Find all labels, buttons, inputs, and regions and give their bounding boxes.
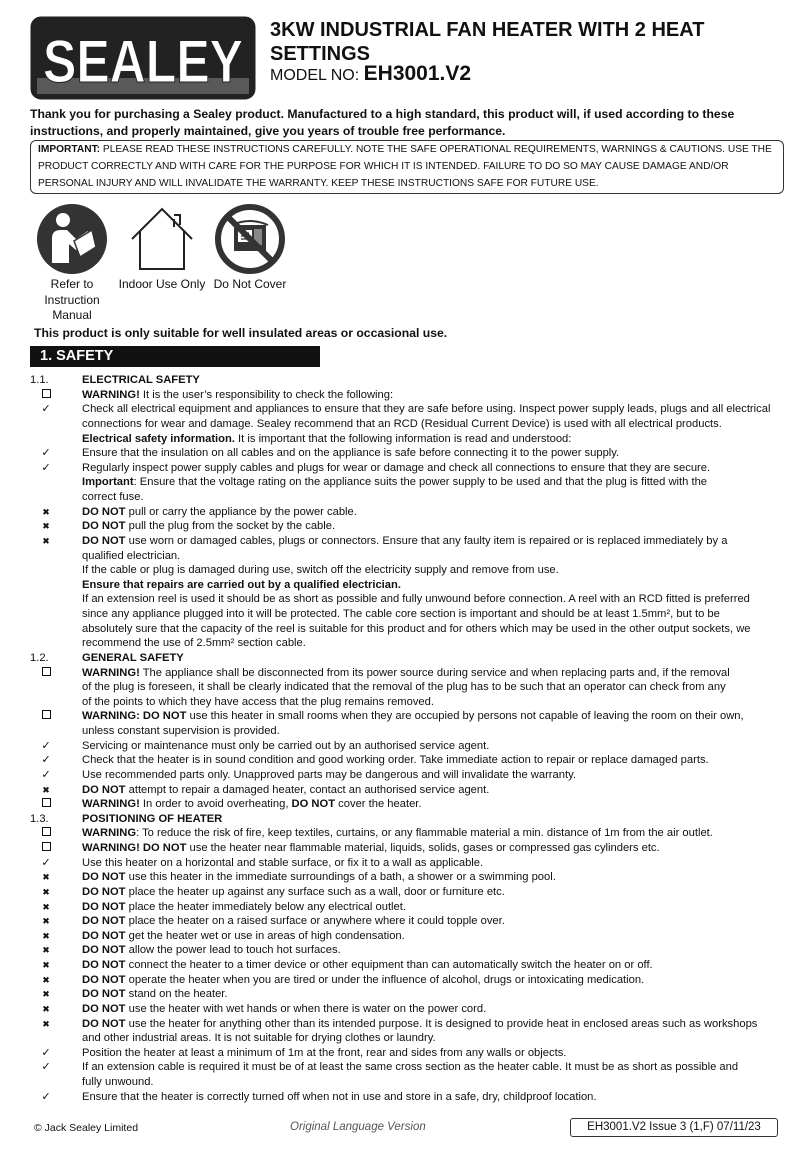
- line-text: Ensure that the heater is correctly turned off when not in use and store in a safe, dry, childproof location.: [82, 1090, 597, 1103]
- thank-you-text: Thank you for purchasing a Sealey product. Manufactured to a high standard, this product will, if used according to these instructions, and properly maintained, give you years of trouble free performance.: [30, 107, 735, 138]
- instruction-manual-icon: [36, 203, 108, 275]
- line-text: It is the user’s responsibility to check the following:: [139, 388, 394, 401]
- instruction-line: [0, 753, 808, 768]
- instruction-line: [0, 519, 808, 534]
- line-text: : Ensure that the voltage rating on the appliance suits the power supply to be used and that the plug is fitted with the: [133, 476, 708, 489]
- line-text: unless constant supervision is provided.: [82, 725, 280, 737]
- line-text: place the heater on a raised surface or anywhere where it could topple over.: [125, 915, 505, 928]
- line-text: If the cable or plug is damaged during use, switch off the electricity supply and remove from use.: [82, 564, 559, 577]
- instruction-line: [0, 592, 808, 607]
- emphasis-text: DO NOT: [82, 885, 126, 898]
- line-text: Use recommended parts only. Unapproved parts may be dangerous and will invalidate the warranty.: [82, 768, 576, 781]
- emphasis-text: WARNING! DO NOT: [82, 842, 187, 854]
- line-text: place the heater immediately below any electrical outlet.: [125, 900, 406, 913]
- instruction-line: [0, 549, 808, 564]
- line-text: allow the power lead to touch hot surfaces.: [125, 944, 341, 957]
- suitability-note: This product is only suitable for well insulated areas or occasional use.: [34, 326, 448, 340]
- sealey-logo: [30, 16, 256, 100]
- emphasis-text: Ensure that repairs are carried out by a qualified electrician.: [82, 578, 401, 591]
- instruction-line: [0, 943, 808, 958]
- subsection-title: ELECTRICAL SAFETY: [82, 374, 200, 386]
- line-text: connections for wear and damage. Sealey recommend that an RCD (Residual Current Device) is used with all electrical products.: [82, 417, 722, 430]
- section-heading-safety: 1. SAFETY: [30, 346, 320, 367]
- line-text: use this heater in small rooms when they are occupied by persons not capable of leaving the room on their own,: [186, 710, 744, 723]
- instruction-line: [0, 1090, 808, 1105]
- cross-mark-icon: ✖: [42, 535, 50, 546]
- instruction-line: [0, 622, 808, 637]
- subsection-number: 1.3.: [30, 812, 49, 825]
- line-text: It is important that the following information is read and understood:: [234, 432, 572, 445]
- emphasis-text: DO NOT: [82, 534, 126, 547]
- check-mark-icon: ✓: [41, 739, 51, 752]
- instruction-line: [0, 1002, 808, 1017]
- emphasis-text: DO NOT: [82, 505, 126, 518]
- pictogram-label-manual: Refer to Instruction Manual: [44, 277, 100, 322]
- instruction-line: [0, 797, 808, 812]
- do-not-cover-icon: [214, 203, 286, 275]
- check-mark-icon: ✓: [41, 754, 51, 767]
- logo-text: SEALEY: [43, 28, 243, 95]
- instruction-line: [0, 1017, 808, 1032]
- emphasis-text: DO NOT: [82, 929, 126, 942]
- instruction-line: [0, 446, 808, 461]
- line-text: pull or carry the appliance by the power cable.: [125, 505, 357, 518]
- check-mark-icon: ✓: [41, 768, 51, 781]
- instruction-line: [0, 402, 808, 417]
- line-text: Use this heater on a horizontal and stable surface, or fix it to a wall as applicable.: [82, 856, 484, 869]
- line-text: : To reduce the risk of fire, keep textiles, curtains, or any flammable material a min. distance of 1m from the air outlet.: [136, 827, 713, 840]
- cross-mark-icon: ✖: [42, 901, 50, 912]
- line-text: correct fuse.: [82, 491, 144, 503]
- line-text: get the heater wet or use in areas of high condensation.: [125, 929, 405, 942]
- instruction-line: [0, 1075, 808, 1090]
- emphasis-text: DO NOT: [82, 1017, 126, 1030]
- instruction-line: [0, 563, 808, 578]
- line-text: In order to avoid overheating,: [139, 798, 292, 811]
- instruction-line: [0, 666, 808, 681]
- model-number: EH3001.V2: [363, 62, 472, 85]
- warning-box-icon: [38, 709, 54, 724]
- instruction-line: [0, 914, 808, 929]
- instruction-line: [0, 856, 808, 871]
- line-text: connect the heater to a timer device or other equipment than can automatically switch the heater on or off.: [125, 959, 653, 971]
- emphasis-text: DO NOT: [82, 915, 126, 928]
- warning-box-icon: [38, 841, 54, 856]
- model-label: MODEL NO:: [270, 67, 364, 84]
- emphasis-text: DO NOT: [82, 1002, 126, 1015]
- emphasis-text: Electrical safety information.: [82, 432, 235, 445]
- instruction-line: [0, 490, 808, 505]
- check-mark-icon: ✓: [41, 1090, 51, 1103]
- check-mark-icon: ✓: [41, 403, 51, 416]
- cross-mark-icon: ✖: [42, 506, 50, 517]
- page-footer: [0, 1118, 808, 1138]
- language-version: Original Language Version: [290, 1121, 426, 1133]
- emphasis-text: DO NOT: [82, 871, 126, 884]
- cross-mark-icon: ✖: [42, 1018, 50, 1029]
- instruction-line: [0, 929, 808, 944]
- line-text: fully unwound.: [82, 1076, 154, 1088]
- instruction-line: [0, 826, 808, 841]
- emphasis-text: DO NOT: [82, 783, 126, 796]
- instruction-line: [0, 1060, 808, 1075]
- indoor-house-icon: [126, 203, 198, 275]
- line-text: If an extension reel is used it should be as short as possible and fully unwound before connection. A reel with an RCD fitted is preferred: [82, 593, 750, 606]
- emphasis-text: DO NOT: [82, 988, 126, 1001]
- check-mark-icon: ✓: [41, 461, 51, 474]
- subsection-number: 1.1.: [30, 374, 49, 386]
- instruction-line: [0, 607, 808, 622]
- line-text: place the heater up against any surface such as a wall, door or furniture etc.: [125, 885, 505, 898]
- important-text: PLEASE READ THESE INSTRUCTIONS CAREFULLY. NOTE THE SAFE OPERATIONAL REQUIREMENTS, WARNINGS & CAUTIONS. USE THE PRODUCT CORRECTLY AND WITH CARE FOR THE PURPOSE FOR WHICH IT IS INTENDED. FAILURE TO DO SO MAY CAUSE DAMAGE AND/OR PERSONAL INJURY AND WILL INVALIDATE THE WARRANTY. KEEP THESE INSTRUCTIONS SAFE FOR FUTURE USE.: [38, 144, 772, 189]
- line-text: Ensure that the insulation on all cables and on the appliance is safe before connecting it to the power supply.: [82, 447, 620, 460]
- product-title: 3KW INDUSTRIAL FAN HEATER WITH 2 HEAT SETTINGS: [270, 19, 705, 65]
- line-text: use the heater with wet hands or when there is water on the power cord.: [125, 1002, 487, 1015]
- line-text: pull the plug from the socket by the cable.: [125, 520, 336, 533]
- instruction-line: [0, 973, 808, 988]
- instruction-line: [0, 783, 808, 798]
- instruction-line: [0, 505, 808, 520]
- emphasis-text: WARNING: DO NOT: [82, 710, 187, 723]
- line-text: operate the heater when you are tired or under the influence of alcohol, drugs or intoxicating medication.: [125, 973, 645, 986]
- instruction-line: [0, 739, 808, 754]
- line-text: recommend the use of 2.5mm² section cable.: [82, 637, 306, 650]
- instruction-line: [0, 841, 808, 856]
- check-mark-icon: ✓: [41, 1046, 51, 1059]
- emphasis-text: DO NOT: [82, 959, 126, 971]
- cross-mark-icon: ✖: [42, 1003, 50, 1014]
- instruction-line: [0, 695, 808, 710]
- cross-mark-icon: ✖: [42, 886, 50, 897]
- check-mark-icon: ✓: [41, 447, 51, 460]
- cross-mark-icon: ✖: [42, 974, 50, 985]
- subsection-title: GENERAL SAFETY: [82, 651, 184, 664]
- warning-box-icon: [38, 388, 54, 403]
- emphasis-text: WARNING: [82, 827, 137, 840]
- warning-box-icon: [38, 666, 54, 681]
- subsection-heading: [0, 651, 808, 666]
- emphasis-text: DO NOT: [291, 798, 336, 811]
- pictogram-label-indoor: Indoor Use Only: [118, 277, 206, 291]
- emphasis-text: DO NOT: [82, 520, 126, 533]
- safety-instructions: [0, 373, 808, 1104]
- line-text: Check all electrical equipment and appliances to ensure that they are safe before using. Inspect power supply leads, plugs and all electrical: [82, 403, 771, 416]
- line-text: attempt to repair a damaged heater, contact an authorised service agent.: [125, 783, 490, 796]
- line-text: Position the heater at least a minimum of 1m at the front, rear and sides from any walls or objects.: [82, 1046, 567, 1059]
- warning-box-icon: [38, 797, 54, 812]
- subsection-number: 1.2.: [30, 651, 49, 664]
- line-text: of the points to which they have access that the plug remains removed.: [82, 695, 434, 708]
- instruction-line: [0, 578, 808, 593]
- cross-mark-icon: ✖: [42, 930, 50, 941]
- subsection-heading: [0, 812, 808, 827]
- cross-mark-icon: ✖: [42, 916, 50, 927]
- check-mark-icon: ✓: [41, 856, 51, 869]
- cross-mark-icon: ✖: [42, 945, 50, 956]
- subsection-heading: [0, 373, 808, 388]
- emphasis-text: WARNING!: [82, 666, 140, 679]
- instruction-line: [0, 987, 808, 1002]
- line-text: use the heater for anything other than its intended purpose. It is designed to provide heat in enclosed areas such as workshops: [125, 1017, 758, 1030]
- instruction-line: [0, 1031, 808, 1046]
- line-text: cover the heater.: [335, 798, 422, 811]
- instruction-line: [0, 475, 808, 490]
- instruction-line: [0, 680, 808, 695]
- line-text: The appliance shall be disconnected from its power source during service and when replacing parts and, if the removal: [139, 666, 730, 679]
- pictogram-label-cover: Do Not Cover: [213, 277, 287, 291]
- instruction-line: [0, 1046, 808, 1061]
- line-text: use the heater near flammable material, liquids, solids, gases or compressed gas cylinders etc.: [186, 842, 660, 854]
- model-number-line: [270, 64, 471, 86]
- warning-box-icon: [38, 826, 54, 841]
- line-text: absolutely sure that the capacity of the reel is suitable for this product and for others which may be used in the other output sockets, we: [82, 622, 751, 635]
- cross-mark-icon: ✖: [42, 960, 50, 970]
- line-text: Check that the heater is in sound condition and good working order. Take immediate action to repair or replace damaged parts.: [82, 754, 709, 767]
- instruction-line: [0, 461, 808, 476]
- cross-mark-icon: ✖: [42, 872, 50, 883]
- line-text: qualified electrician.: [82, 549, 181, 562]
- line-text: stand on the heater.: [125, 988, 228, 1001]
- line-text: Regularly inspect power supply cables and plugs for wear or damage and check all connections to ensure that they are secure.: [82, 461, 711, 474]
- check-mark-icon: ✓: [41, 1061, 51, 1074]
- emphasis-text: DO NOT: [82, 900, 126, 913]
- line-text: use worn or damaged cables, plugs or connectors. Ensure that any faulty item is repaired or is replaced immediately by a: [125, 534, 728, 547]
- instruction-line: [0, 709, 808, 724]
- line-text: Servicing or maintenance must only be carried out by an authorised service agent.: [82, 739, 490, 752]
- instruction-line: [0, 724, 808, 739]
- instruction-line: [0, 636, 808, 651]
- instruction-line: [0, 417, 808, 432]
- instruction-line: [0, 870, 808, 885]
- cross-mark-icon: ✖: [42, 989, 50, 1000]
- instruction-line: [0, 900, 808, 915]
- emphasis-text: WARNING!: [82, 388, 140, 401]
- line-text: and other industrial areas. It is not suitable for drying clothes or laundry.: [82, 1032, 436, 1045]
- copyright-text: © Jack Sealey Limited: [34, 1122, 139, 1134]
- subsection-title: POSITIONING OF HEATER: [82, 812, 223, 825]
- line-text: If an extension cable is required it must be of at least the same cross section as the heater cable. It must be as short as possible and: [82, 1061, 739, 1074]
- emphasis-text: Important: [82, 476, 134, 489]
- line-text: of the plug is foreseen, it shall be clearly indicated that the removal of the plug has to be such that an operator can check from any: [82, 681, 726, 694]
- important-label: IMPORTANT:: [38, 144, 101, 155]
- cross-mark-icon: ✖: [42, 521, 50, 532]
- instruction-line: [0, 768, 808, 783]
- important-notice: [30, 140, 784, 194]
- instruction-line: [0, 388, 808, 403]
- instruction-line: [0, 534, 808, 549]
- cross-mark-icon: ✖: [42, 784, 50, 795]
- instruction-line: [0, 958, 808, 973]
- issue-box: EH3001.V2 Issue 3 (1,F) 07/11/23: [570, 1118, 778, 1137]
- line-text: since any appliance plugged into it will be protected. The cable core section is important and should be at least 1.5mm², but to be: [82, 608, 720, 620]
- instruction-line: [0, 432, 808, 447]
- emphasis-text: WARNING!: [82, 798, 140, 811]
- emphasis-text: DO NOT: [82, 973, 126, 986]
- emphasis-text: DO NOT: [82, 944, 126, 957]
- line-text: use this heater in the immediate surroundings of a bath, a shower or a swimming pool.: [125, 871, 556, 884]
- instruction-line: [0, 885, 808, 900]
